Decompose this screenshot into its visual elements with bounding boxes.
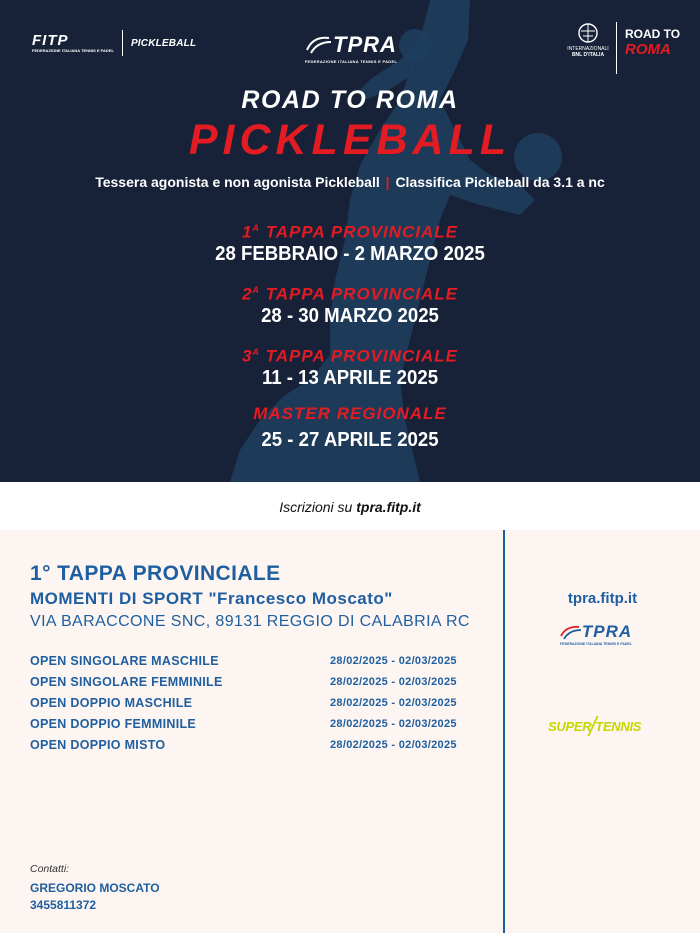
- stage-number: 2: [241, 284, 253, 304]
- supertennis-logo: [548, 716, 641, 736]
- eligibility-separator: |: [385, 174, 390, 190]
- fitp-pickleball-logo: [32, 30, 196, 56]
- tpra-logo-text: TPRA: [333, 32, 397, 57]
- event-name: OPEN DOPPIO FEMMINILE: [30, 717, 197, 731]
- signup-text: [0, 499, 700, 515]
- stage-dates: 11 - 13 APRILE 2025: [261, 367, 439, 389]
- stage-3: [0, 342, 700, 391]
- stage-ordinal: A: [252, 347, 260, 357]
- signup-prefix: Iscrizioni su: [279, 499, 353, 515]
- list-item: [30, 693, 490, 714]
- roma-text: ROMA: [625, 41, 671, 58]
- event-name: OPEN SINGOLARE MASCHILE: [30, 654, 219, 668]
- tpra-logo-subtext: FEDERAZIONE ITALIANA TENNIS E PADEL: [560, 642, 632, 646]
- fitp-logo-text: FITP: [32, 32, 69, 49]
- details-title: 1° TAPPA PROVINCIALE: [30, 562, 281, 585]
- event-dates: 28/02/2025 - 02/03/2025: [330, 697, 457, 709]
- event-dates: 28/02/2025 - 02/03/2025: [330, 655, 457, 667]
- stage-label: TAPPA PROVINCIALE: [265, 222, 459, 242]
- event-dates: 28/02/2025 - 02/03/2025: [330, 676, 457, 688]
- eligibility-card: Tessera agonista e non agonista Pickleball: [95, 174, 380, 190]
- venue-name: MOMENTI DI SPORT "Francesco Moscato": [30, 589, 393, 608]
- stage-label: MASTER REGIONALE: [253, 404, 447, 423]
- fitp-sport-label: PICKLEBALL: [130, 37, 197, 49]
- event-name: OPEN DOPPIO MASCHILE: [30, 696, 193, 710]
- list-item: [30, 672, 490, 693]
- stage-ordinal: A: [252, 285, 260, 295]
- contacts-label: Contatti:: [30, 863, 70, 875]
- stage-label: TAPPA PROVINCIALE: [265, 346, 459, 366]
- eligibility-line: [0, 174, 700, 190]
- list-item: [30, 651, 490, 672]
- stage-number: 1: [241, 222, 253, 242]
- stage-dates: 25 - 27 APRILE 2025: [261, 429, 439, 451]
- supertennis-tennis: TENNIS: [595, 718, 642, 734]
- stage-number: 3: [241, 346, 253, 366]
- stage-label: TAPPA PROVINCIALE: [265, 284, 459, 304]
- internazionali-emblem-icon: [577, 22, 599, 44]
- fitp-logo: [32, 33, 114, 53]
- event-dates: 28/02/2025 - 02/03/2025: [330, 739, 457, 751]
- sidebar-site-link[interactable]: tpra.fitp.it: [567, 590, 638, 607]
- stage-dates: 28 - 30 MARZO 2025: [261, 305, 439, 327]
- sidebar-tpra-logo: [548, 622, 644, 646]
- internazionali-line1: INTERNAZIONALI: [567, 46, 609, 52]
- road-to-text: ROAD TO: [625, 27, 681, 41]
- road-to-roma-logo: [566, 22, 680, 74]
- stage-ordinal: A: [252, 223, 260, 233]
- stage-2: [0, 280, 700, 329]
- event-dates: 28/02/2025 - 02/03/2025: [330, 718, 457, 730]
- list-item: [30, 735, 490, 756]
- contact-phone[interactable]: 3455811372: [30, 898, 97, 912]
- event-name: OPEN SINGOLARE FEMMINILE: [30, 675, 223, 689]
- stage-1: [0, 218, 700, 267]
- pickleball-title: PICKLEBALL: [188, 116, 512, 164]
- signup-link[interactable]: tpra.fitp.it: [356, 499, 421, 515]
- tpra-logo-subtext: FEDERAZIONE ITALIANA TENNIS E PADEL: [304, 59, 398, 64]
- stage-master: [0, 404, 700, 453]
- stage-dates: 28 FEBBRAIO - 2 MARZO 2025: [215, 243, 485, 265]
- contact-name: GREGORIO MOSCATO: [30, 881, 160, 895]
- tennis-ball-swoosh-icon: [560, 624, 582, 641]
- fitp-logo-subtext: FEDERAZIONE ITALIANA TENNIS E PADEL: [32, 48, 114, 53]
- internazionali-logo: [566, 22, 610, 58]
- tpra-logo-text: TPRA: [581, 622, 633, 641]
- road-to-roma-title: ROAD TO ROMA: [241, 86, 459, 114]
- internazionali-line2: BNL D'ITALIA: [571, 52, 605, 58]
- events-list: [30, 651, 490, 756]
- contacts-block: [30, 863, 160, 912]
- event-name: OPEN DOPPIO MISTO: [30, 738, 166, 752]
- tennis-ball-swoosh-icon: [305, 34, 333, 56]
- logo-divider: [616, 22, 617, 74]
- venue-address: VIA BARACCONE SNC, 89131 REGGIO DI CALABRIA RC: [30, 613, 470, 630]
- eligibility-ranking: Classifica Pickleball da 3.1 a nc: [395, 174, 605, 190]
- tpra-logo: [292, 32, 410, 64]
- logo-divider: [122, 30, 123, 56]
- supertennis-super: SUPER: [548, 718, 592, 734]
- list-item: [30, 714, 490, 735]
